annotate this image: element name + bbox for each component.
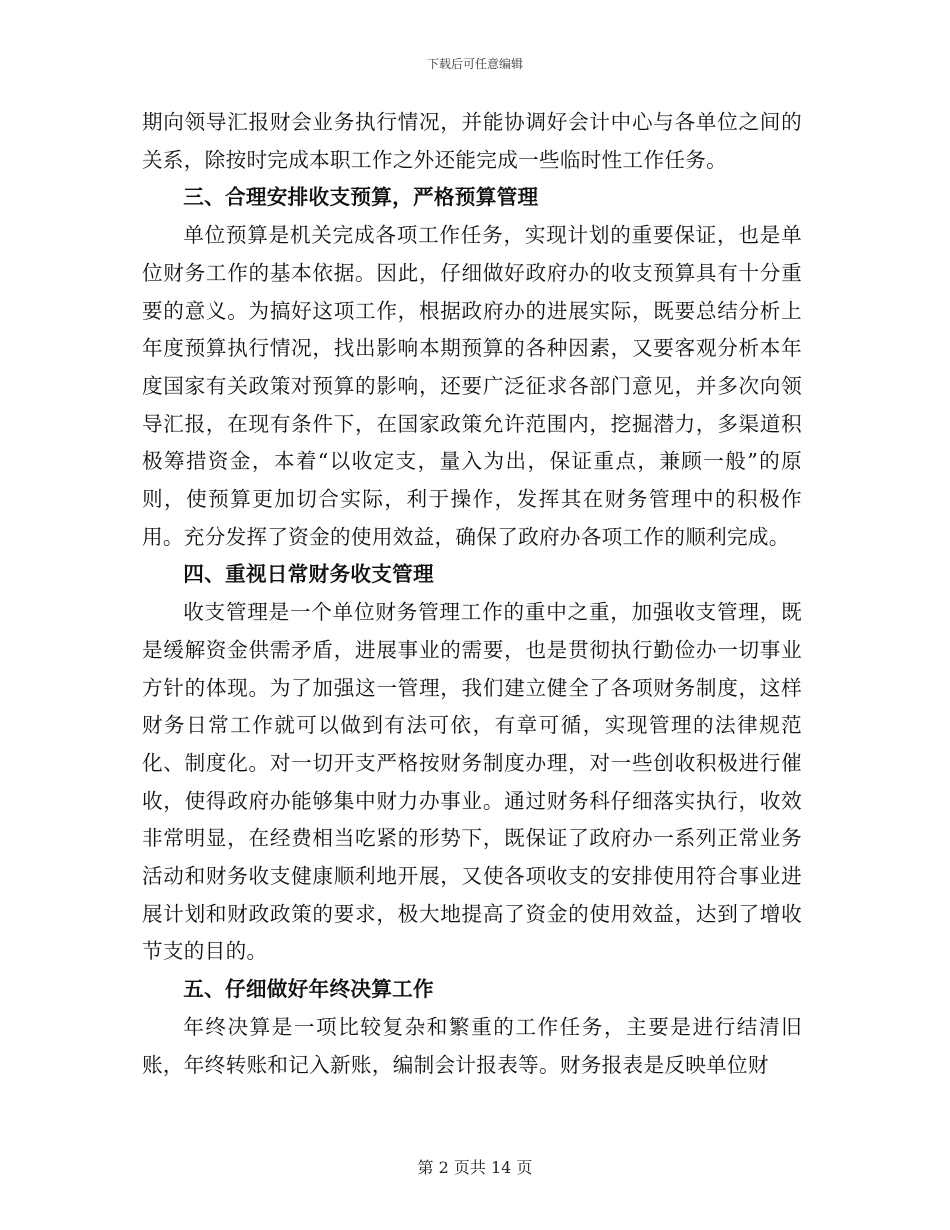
document-body: [142, 104, 802, 1084]
section-heading-4: 四、重视日常财务收支管理: [183, 562, 434, 587]
page-header: 下载后可任意编辑: [426, 57, 523, 71]
paragraph-continued: 期向领导汇报财会业务执行情况，并能协调好会计中心与各单位之间的关系，除按时完成本职工作之外还能完成一些临时性工作任务。: [142, 110, 802, 172]
section-heading-5: 五、仔细做好年终决算工作: [183, 977, 434, 1002]
paragraph-revenue-expense: 收支管理是一个单位财务管理工作的重中之重，加强收支管理，既是缓解资金供需矛盾，进展事业的需要，也是贯彻执行勤俭办一切事业方针的体现。为了加强这一管理，我们建立健全了各项财务制度，这样财务日常工作就可以做到有法可依，有章可循，实现管理的法律规范化、制度化。对一切开支严格按财务制度办理，对一些创收积极进行催收，使得政府办能够集中财力办事业。通过财务科仔细落实执行，收效非常明显，在经费相当吃紧的形势下，既保证了政府办一系列正常业务活动和财务收支健康顺利地开展，又使各项收支的安排使用符合事业进展计划和财政政策的要求，极大地提高了资金的使用效益，达到了增收节支的目的。: [142, 600, 802, 964]
paragraph-year-end: 年终决算是一项比较复杂和繁重的工作任务，主要是进行结清旧账，年终转账和记入新账，编制会计报表等。财务报表是反映单位财: [142, 1014, 802, 1077]
section-heading-3: 三、合理安排收支预算，严格预算管理: [183, 185, 539, 210]
paragraph-budget: 单位预算是机关完成各项工作任务，实现计划的重要保证，也是单位财务工作的基本依据。因此，仔细做好政府办的收支预算具有十分重要的意义。为搞好这项工作，根据政府办的进展实际，既要总结分析上年度预算执行情况，找出影响本期预算的各种因素，又要客观分析本年度国家有关政策对预算的影响，还要广泛征求各部门意见，并多次向领导汇报，在现有条件下，在国家政策允许范围内，挖掘潜力，多渠道积极筹措资金，本着“以收定支，量入为出，保证重点，兼顾一般”的原则，使预算更加切合实际，利于操作，发挥其在财务管理中的积极作用。充分发挥了资金的使用效益，确保了政府办各项工作的顺利完成。: [142, 223, 802, 549]
page-number: 第 2 页共 14 页: [417, 1158, 533, 1177]
